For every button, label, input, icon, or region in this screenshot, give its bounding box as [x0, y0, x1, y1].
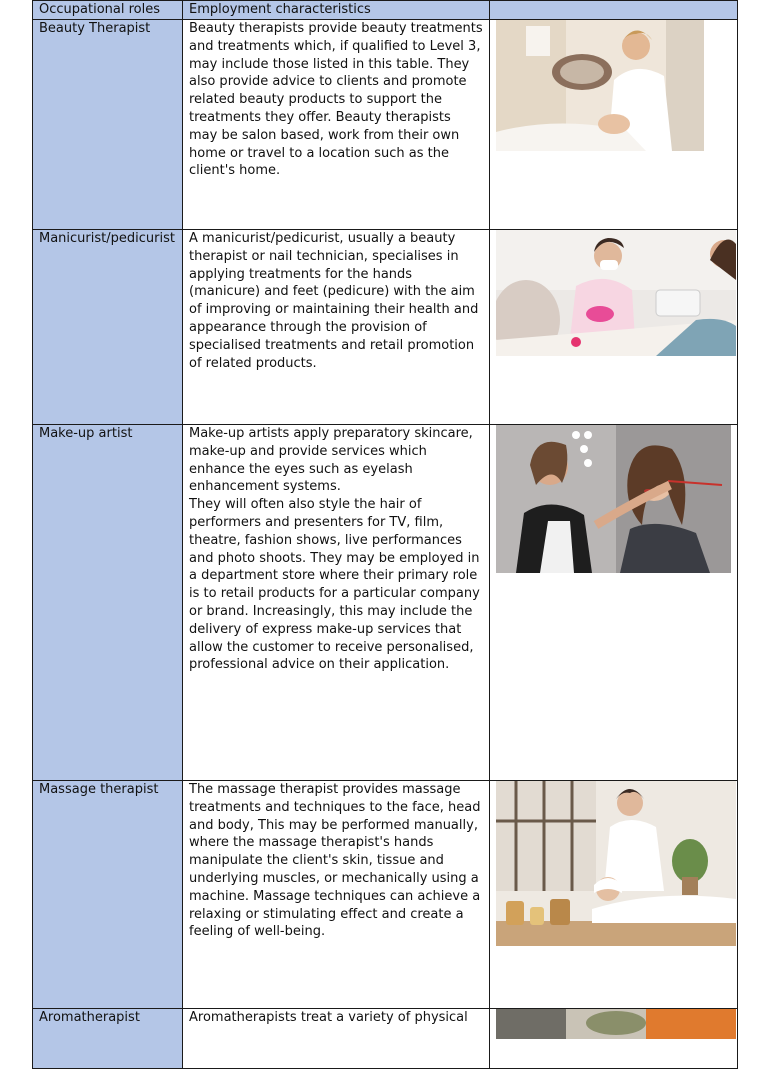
role-name: Massage therapist — [33, 781, 183, 1009]
make-up-artist-photo — [496, 425, 731, 573]
image-cell — [490, 1009, 738, 1069]
header-image-column — [490, 1, 738, 20]
role-name: Beauty Therapist — [33, 20, 183, 230]
manicurist-photo — [496, 230, 736, 356]
image-cell — [490, 425, 738, 781]
role-description — [183, 1009, 490, 1069]
image-cell — [490, 20, 738, 230]
role-description — [183, 230, 490, 425]
role-name: Aromatherapist — [33, 1009, 183, 1069]
header-employment-characteristics: Employment characteristics — [183, 1, 490, 20]
table-header-row — [33, 1, 738, 20]
table-row — [33, 425, 738, 781]
role-description — [183, 425, 490, 781]
description-paragraph: Make-up artists apply preparatory skincare, make-up and provide services which enhance the eyes such as eyelash enhancement systems. — [189, 426, 473, 495]
table-row — [33, 781, 738, 1009]
header-occupational-roles: Occupational roles — [33, 1, 183, 20]
image-cell — [490, 781, 738, 1009]
role-name: Manicurist/pedicurist — [33, 230, 183, 425]
table-row — [33, 1009, 738, 1069]
description-paragraph: Aromatherapists treat a variety of physical — [189, 1010, 468, 1025]
massage-therapist-photo — [496, 781, 736, 946]
role-description — [183, 781, 490, 1009]
occupational-roles-table — [32, 0, 738, 1069]
description-paragraph: The massage therapist provides massage treatments and techniques to the face, head and body, This may be performed manually, where the massage therapist's hands manipulate the client's skin, tissue and underlying muscles, or mechanically using a machine. Massage techniques can achieve a relaxing or stimulating effect and create a feeling of well-being. — [189, 782, 481, 940]
beauty-therapist-photo — [496, 20, 704, 151]
role-name: Make-up artist — [33, 425, 183, 781]
description-paragraph: A manicurist/pedicurist, usually a beauty therapist or nail technician, specialises in applying treatments for the hands (manicure) and feet (pedicure) with the aim of improving or maintaining their health and appearance through the provision of specialised treatments and retail promotion of related products. — [189, 231, 479, 371]
image-cell — [490, 230, 738, 425]
description-paragraph: Beauty therapists provide beauty treatments and treatments which, if qualified to Level 3, may include those listed in this table. They also provide advice to clients and promote related beauty products to support the treatments they offer. Beauty therapists may be salon based, work from their own home or travel to a location such as the client's home. — [189, 21, 483, 179]
description-paragraph: They will often also style the hair of performers and presenters for TV, film, theatre, fashion shows, live performances and photo shoots. They may be employed in a department store where their primary role is to retail products for a particular company or brand. Increasingly, this may include the delivery of express make-up services that allow the customer to receive personalised, professional advice on their application. — [189, 497, 480, 673]
aromatherapist-photo — [496, 1009, 736, 1039]
role-description — [183, 20, 490, 230]
table-row — [33, 20, 738, 230]
table-row — [33, 230, 738, 425]
